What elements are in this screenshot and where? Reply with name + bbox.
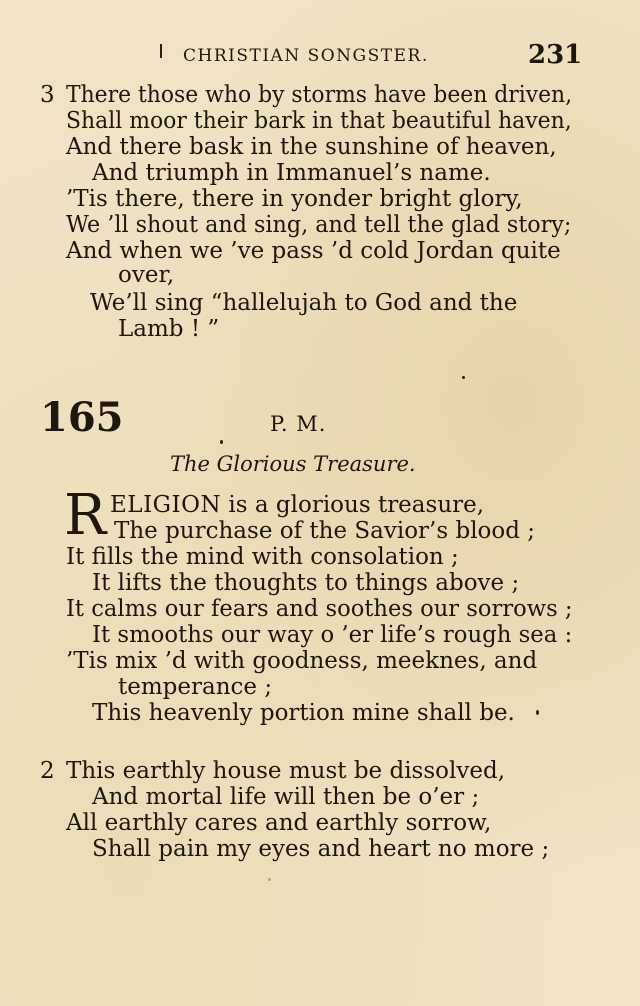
verse-line: ’Tis mix ’d with goodness, meeknes, and — [66, 648, 538, 674]
running-title: CHRISTIAN SONGSTER. — [183, 46, 429, 66]
verse-line: We ’ll shout and sing, and tell the glad story; — [66, 212, 572, 238]
verse-line: And there bask in the sunshine of heaven, — [66, 134, 557, 160]
verse-first-line — [110, 492, 484, 518]
first-line-rest: is a glorious treasure, — [221, 492, 485, 518]
paper-speck — [268, 878, 271, 881]
verse-line: This heavenly portion mine shall be. — [92, 700, 515, 726]
verse-line: over, — [118, 262, 175, 288]
verse-line: Shall pain my eyes and heart no more ; — [92, 836, 550, 862]
verse-line: Shall moor their bark in that beautiful haven, — [66, 108, 572, 134]
paper-speck — [220, 440, 223, 444]
verse-line: All earthly cares and earthly sorrow, — [66, 810, 492, 836]
verse-line: It lifts the thoughts to things above ; — [92, 570, 520, 596]
verse-line: And mortal life will then be o’er ; — [92, 784, 480, 810]
verse-line: It smooths our way o ’er life’s rough sea : — [92, 622, 573, 648]
first-word-rest: ELIGION — [110, 492, 222, 518]
verse-line: And when we ’ve pass ’d cold Jordan quite — [66, 238, 561, 264]
page-number: 231 — [528, 40, 583, 70]
verse-line: temperance ; — [118, 674, 273, 700]
verse-number: 2 — [40, 758, 55, 784]
verse-line: Lamb ! ” — [118, 316, 220, 342]
verse-line: It calms our fears and soothes our sorrows ; — [66, 596, 573, 622]
verse-line: ’Tis there, there in yonder bright glory, — [66, 186, 523, 212]
verse-line: And triumph in Immanuel’s name. — [92, 160, 491, 186]
paper-speck — [462, 376, 465, 379]
hymn-number: 165 — [40, 394, 124, 441]
verse-line: This earthly house must be dissolved, — [66, 758, 506, 784]
paper-speck — [536, 710, 539, 715]
verse-number: 3 — [40, 82, 55, 108]
verse-line: We’ll sing “hallelujah to God and the — [90, 290, 518, 316]
verse-line: It fills the mind with consolation ; — [66, 544, 459, 570]
verse-line: There those who by storms have been driven, — [66, 82, 573, 108]
hymn-meter: P. M. — [270, 412, 327, 436]
drop-cap: R — [64, 483, 107, 548]
hymn-title: The Glorious Treasure. — [170, 452, 416, 476]
verse-line: The purchase of the Savior’s blood ; — [114, 518, 536, 544]
header-ornament — [160, 44, 162, 58]
